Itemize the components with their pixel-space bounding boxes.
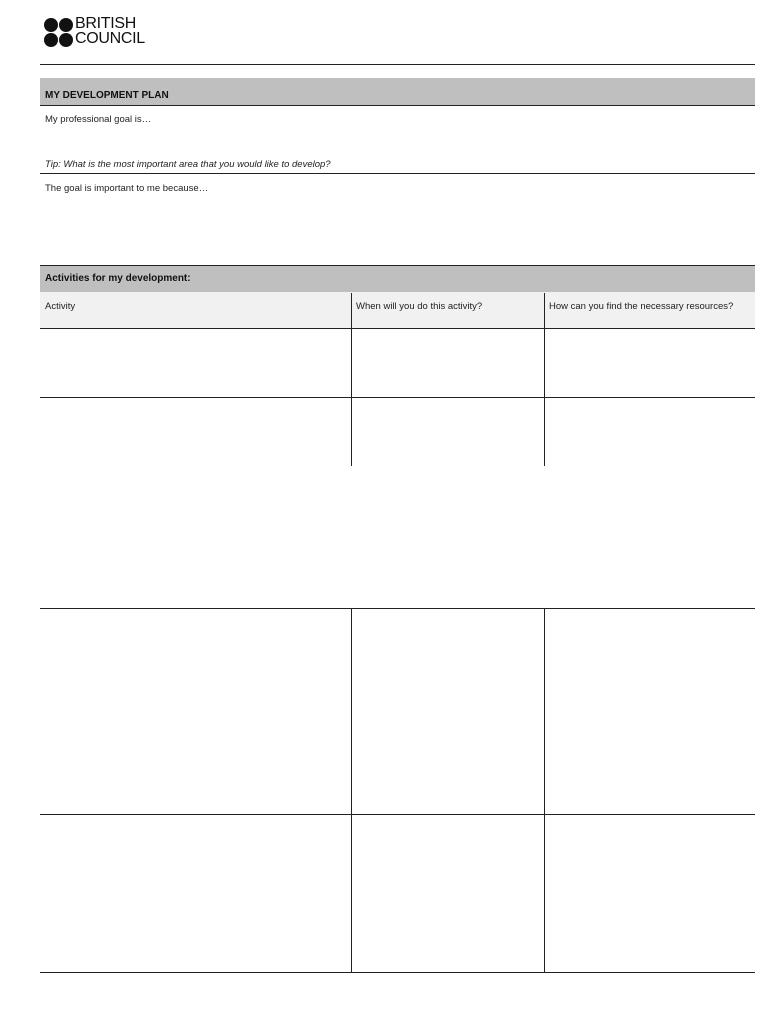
- column-header-activity: Activity: [45, 301, 76, 312]
- activities-column-header: [40, 292, 755, 329]
- column-header-when: When will you do this activity?: [356, 301, 483, 312]
- table-row-divider: [40, 608, 755, 609]
- logo-line-2: COUNCIL: [75, 30, 145, 47]
- logo-wordmark: [75, 16, 145, 46]
- activities-title: Activities for my development:: [45, 273, 191, 284]
- activities-header-bar: [40, 266, 755, 293]
- logo-dots-icon: [44, 17, 74, 48]
- column-divider-1: [351, 293, 352, 466]
- column-divider-1: [351, 608, 352, 973]
- table-bottom-rule: [40, 972, 755, 973]
- reason-prompt: The goal is important to me because…: [45, 183, 209, 194]
- plan-title: MY DEVELOPMENT PLAN: [45, 90, 169, 101]
- goal-section-rule: [40, 173, 755, 174]
- column-divider-2: [544, 293, 545, 466]
- column-divider-2: [544, 608, 545, 973]
- plan-header-bar: [40, 78, 755, 106]
- column-header-resources: How can you find the necessary resources?: [549, 301, 734, 312]
- header-rule: [40, 64, 755, 65]
- table-row-divider: [40, 397, 755, 398]
- table-row-divider: [40, 814, 755, 815]
- tip-text: Tip: What is the most important area that you would like to develop?: [45, 159, 331, 170]
- goal-prompt: My professional goal is…: [45, 114, 152, 125]
- logo-line-1: BRITISH: [75, 15, 137, 32]
